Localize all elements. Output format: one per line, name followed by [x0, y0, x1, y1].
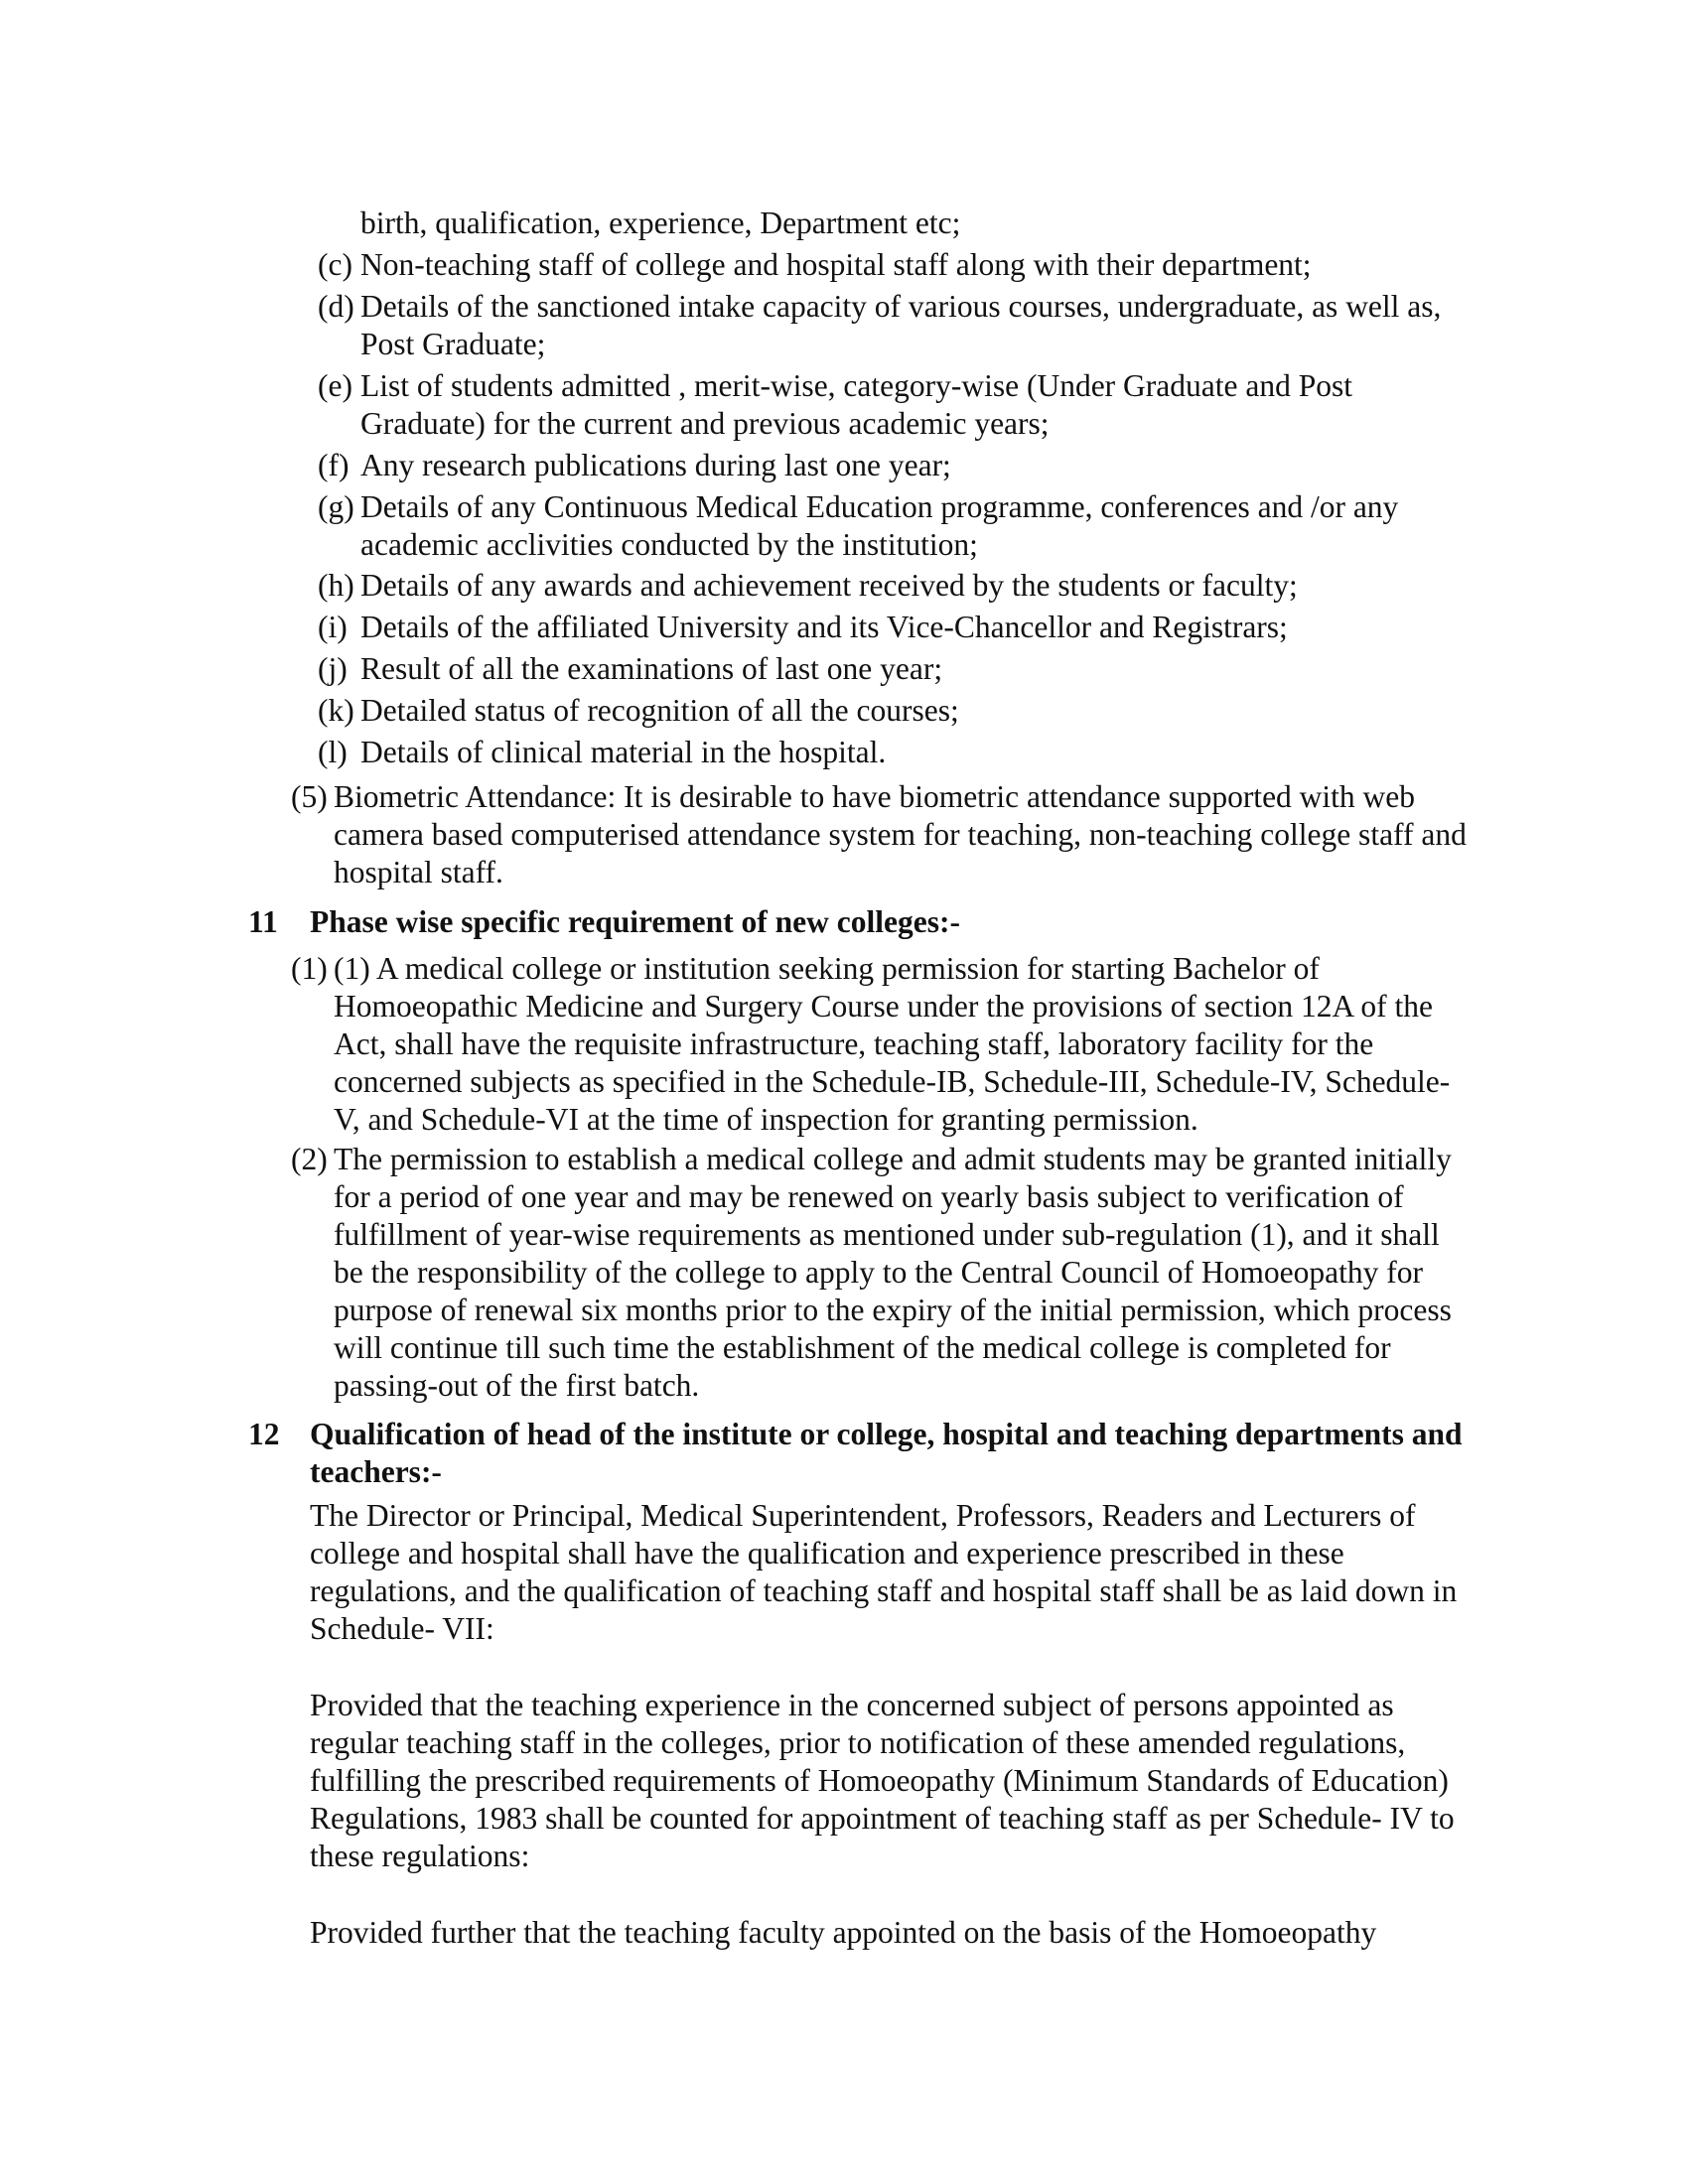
item-label: (e) [318, 368, 352, 403]
list-item-g [318, 488, 1460, 564]
list-item-j [318, 650, 1489, 688]
section-heading: Phase wise specific requirement of new colleges:- [310, 904, 960, 939]
item-label: (c) [318, 247, 352, 282]
item-text: Details of any Continuous Medical Education programme, conferences and /or any academic acclivities conducted by the institution; [360, 489, 1399, 562]
section11-item-2 [291, 1141, 1463, 1405]
list-item-e [318, 367, 1460, 443]
list-item-l [318, 734, 1489, 771]
paragraph: Provided further that the teaching faculty appointed on the basis of the Homoeopathy [310, 1915, 1377, 1950]
paragraph: Provided that the teaching experience in the concerned subject of persons appointed as regular teaching staff in the colleges, prior to notification of these amended regulations, fulfilling the prescribed requirements of Homoeopathy (Minimum Standards of Education) Regulations, 1983 shall be counted for appointment of teaching staff as per Schedule- IV to these regulations: [310, 1688, 1455, 1873]
item-text: Details of the affiliated University and its Vice-Chancellor and Registrars; [360, 610, 1288, 644]
item-text: Any research publications during last one year; [360, 448, 951, 482]
item-label: (g) [318, 489, 354, 524]
item-text: Non-teaching staff of college and hospital staff along with their department; [360, 247, 1312, 282]
item-text: (1) A medical college or institution seeking permission for starting Bachelor of Homoeopathic Medicine and Surgery Course under the provisions of section 12A of the Act, shall have the requisite infrastructure, teaching staff, laboratory facility for the concerned subjects as specified in the Schedule-IB, Schedule-III, Schedule-IV, Schedule-V, and Schedule-VI at the time of inspection for granting permission. [334, 951, 1451, 1137]
item-text: Details of any awards and achievement received by the students or faculty; [360, 568, 1298, 603]
paragraph: The Director or Principal, Medical Superintendent, Professors, Readers and Lecturers of college and hospital shall have the qualification and experience prescribed in these regulations, and the qualification of teaching staff and hospital staff shall be as laid down in Schedule- VII: [310, 1498, 1458, 1646]
item-label: (h) [318, 568, 354, 603]
item-label: (1) [291, 951, 328, 986]
list-item-d [318, 288, 1460, 363]
list-item-c [318, 246, 1489, 284]
item-text: Detailed status of recognition of all the courses; [360, 693, 959, 728]
list-item-f [318, 447, 1460, 484]
section-heading: Qualification of head of the institute or college, hospital and teaching departments and teachers:- [310, 1417, 1463, 1489]
continuation-line: birth, qualification, experience, Department etc; [360, 205, 961, 240]
item-label: (d) [318, 289, 354, 324]
item-text: Details of the sanctioned intake capacity of various courses, undergraduate, as well as, Post Graduate; [360, 289, 1442, 361]
list-item-i [318, 609, 1489, 646]
section-number: 11 [248, 904, 278, 939]
item-label: (2) [291, 1142, 328, 1176]
list-item-5 [291, 778, 1468, 891]
item-text: List of students admitted , merit-wise, category-wise (Under Graduate and Post Graduate) for the current and previous academic years; [360, 368, 1352, 441]
item-label: (j) [318, 651, 348, 686]
section-number: 12 [248, 1417, 280, 1451]
item-label: (k) [318, 693, 354, 728]
item-text: Result of all the examinations of last one year; [360, 651, 943, 686]
list-item-h [318, 567, 1489, 605]
item-label: (f) [318, 448, 350, 482]
item-label: (i) [318, 610, 348, 644]
item-text: The permission to establish a medical college and admit students may be granted initially for a period of one year and may be renewed on yearly basis subject to verification of fulfillment of year-wise requirements as mentioned under sub-regulation (1), and it shall be the responsibility of the college to apply to the Central Council of Homoeopathy for purpose of renewal six months prior to the expiry of the initial permission, which process will continue till such time the establishment of the medical college is completed for passing-out of the first batch. [334, 1142, 1452, 1403]
item-text: Biometric Attendance: It is desirable to have biometric attendance supported with web camera based computerised attendance system for teaching, non-teaching college staff and hospital staff. [334, 779, 1467, 889]
item-text: Details of clinical material in the hospital. [360, 735, 887, 769]
list-item-k [318, 692, 1489, 730]
item-label: (l) [318, 735, 348, 769]
section11-item-1 [291, 950, 1463, 1139]
item-label: (5) [291, 779, 328, 814]
